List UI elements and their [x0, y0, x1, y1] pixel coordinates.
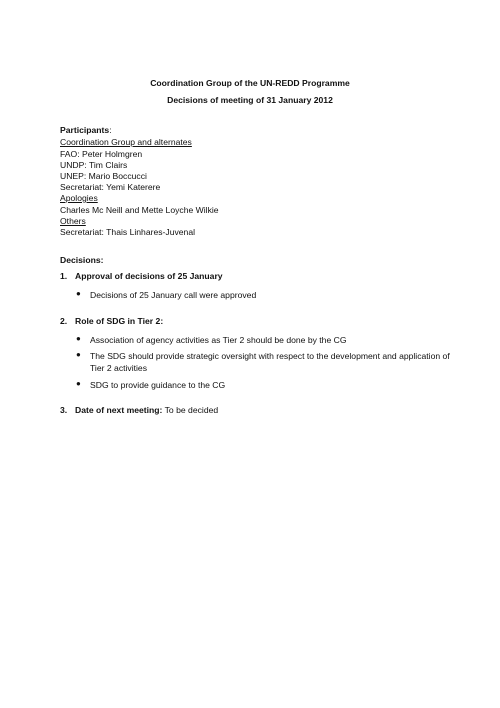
decisions-heading: Decisions: [60, 255, 104, 265]
decision-3-number: 3. [60, 405, 68, 415]
participants-heading-colon: : [109, 125, 112, 135]
decision-2-number: 2. [60, 316, 68, 326]
decision-2-title: Role of SDG in Tier 2 [75, 316, 161, 326]
apologies-heading: Apologies [60, 193, 98, 203]
decision-3-heading [75, 406, 218, 415]
decision-2-bullet-2: The SDG should provide strategic oversight with respect to the development and application of Tier 2 activities [90, 351, 450, 373]
decision-1-bullet-1: Decisions of 25 January call were approved [90, 290, 257, 300]
bullet-icon: ● [76, 289, 81, 298]
decision-2-heading [75, 317, 163, 326]
decision-3-title: Date of next meeting [75, 405, 160, 415]
coordination-group-heading: Coordination Group and alternates [60, 137, 192, 147]
participants-heading-text: Participants [60, 125, 110, 135]
participant-secretariat: Secretariat: Yemi Katerere [60, 182, 161, 192]
participant-unep: UNEP: Mario Boccucci [60, 171, 147, 181]
decision-2-colon: : [160, 316, 164, 326]
decision-2-bullet-1: Association of agency activities as Tier 2 should be done by the CG [90, 335, 347, 345]
others-text: Secretariat: Thais Linhares-Juvenal [60, 227, 196, 237]
participant-undp: UNDP: Tim Clairs [60, 160, 128, 170]
others-heading: Others [60, 216, 86, 226]
apologies-text: Charles Mc Neill and Mette Loyche Wilkie [60, 205, 219, 215]
decision-1-number: 1. [60, 271, 68, 281]
decision-1-heading [75, 272, 223, 281]
decision-3-colon: : [159, 405, 163, 415]
decision-1-title: Approval of decisions of 25 January [75, 271, 223, 281]
decision-3-text: To be decided [164, 405, 219, 415]
decision-2-bullet-3: SDG to provide guidance to the CG [90, 380, 226, 390]
document-title: Coordination Group of the UN-REDD Programme [150, 78, 350, 88]
participants-heading [60, 126, 112, 135]
bullet-icon: ● [76, 350, 81, 359]
participant-fao: FAO: Peter Holmgren [60, 149, 143, 159]
bullet-icon: ● [76, 379, 81, 388]
bullet-icon: ● [76, 334, 81, 343]
document-subtitle: Decisions of meeting of 31 January 2012 [167, 95, 333, 105]
